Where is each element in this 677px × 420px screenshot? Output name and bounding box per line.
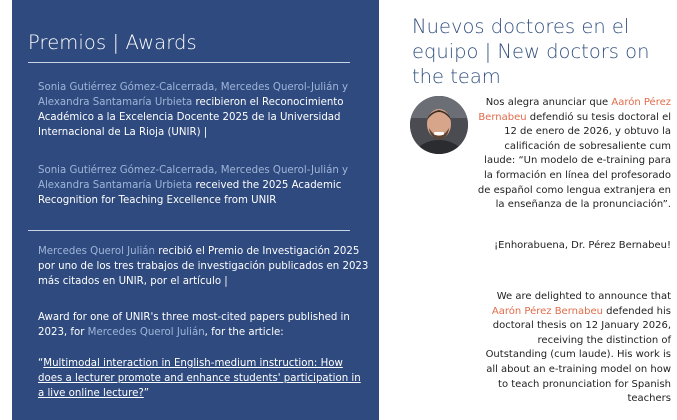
award-item-2-en [38,310,370,340]
award-description: , for the article: [204,327,284,338]
article-link[interactable]: Multimodal interaction in English-medium instruction: How does a lecturer promote and enhance students' participation in a live online lecture? [38,358,361,399]
award-recipients[interactable]: Sonia Gutiérrez Gómez-Calcerrada, Mercedes Querol-Julián y Alexandra Santamaría Urbieta [38,165,349,191]
doctor-name-link[interactable]: Aarón Pérez Bernabeu [478,97,671,123]
award-recipient[interactable]: Mercedes Querol Julián [38,246,156,257]
award-item-1-en [38,163,370,208]
profile-photo-icon [410,96,468,154]
announcement-text: defended his doctoral thesis on 12 January 2026, receiving the distinction of Outstanding (cum laude). His work is all about an e-training model on how to teach pronunciation for Spanish teachers [485,305,671,405]
heading-divider [28,62,350,63]
award-description: Award for one of UNIR's three most-cited papers published in 2023, for [38,312,350,338]
section-divider [28,230,350,231]
award-recipients[interactable]: Sonia Gutiérrez Gómez-Calcerrada, Mercedes Querol-Julián y Alexandra Santamaría Urbieta [38,82,349,108]
award-description: received the 2025 Academic Recognition for Teaching Excellence from UNIR [38,180,342,206]
avatar [410,96,468,154]
announcement-text: We are delighted to announce that [496,291,671,302]
award-description: recibió el Premio de Investigación 2025 por uno de los tres trabajos de investigación publicados en 2023 más citados en UNIR, por el artículo | [38,246,369,287]
award-description: recibieron el Reconocimiento Académico a la Excelencia Docente 2025 de la Universidad Internacional de La Rioja (UNIR) | [38,97,344,138]
close-quote: ” [143,388,150,399]
article-citation [38,356,370,401]
award-item-1-es [38,80,370,140]
news-heading: Nuevos doctores en el equipo | New doctors on the team [412,15,650,88]
awards-heading: Premios | Awards [28,31,197,54]
announcement-text: defendió su tesis doctoral el 12 de enero de 2026, y obtuvo la calificación de sobresaliente cum laude: “Un modelo de e-training para la formación en línea del profesorado de español como lengua extranjera en la enseñanza de la pronunciación”. [477,111,671,211]
award-item-2-es [38,244,370,289]
open-quote: “ [38,358,44,369]
thesis-announcement-es [476,96,671,213]
thesis-announcement-en [476,290,671,407]
doctor-name-link[interactable]: Aarón Pérez Bernabeu [491,305,603,317]
award-recipient[interactable]: Mercedes Querol Julián [87,327,205,338]
congratulations-text: ¡Enhorabuena, Dr. Pérez Bernabeu! [494,240,671,251]
announcement-text: Nos alegra anunciar que [485,97,612,108]
awards-panel [12,0,379,420]
